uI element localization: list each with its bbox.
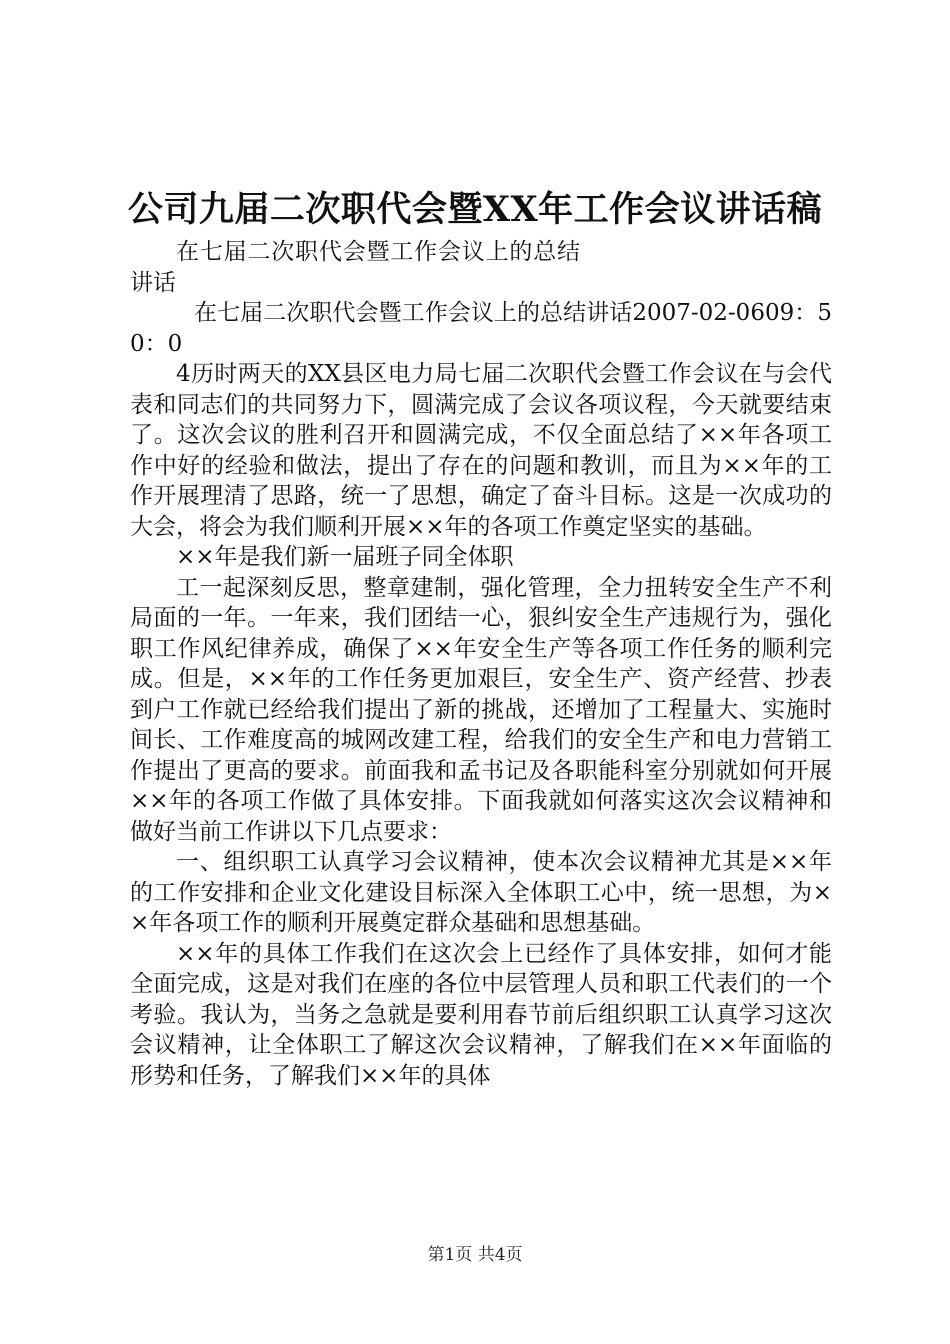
paragraph-year-intro: ××年是我们新一届班子同全体职 — [176, 544, 514, 570]
paragraph-subtitle: 在七届二次职代会暨工作会议上的总结讲话 — [130, 239, 580, 296]
paragraph-date-line: 在七届二次职代会暨工作会议上的总结讲话2007-02-0609：50：0 — [130, 300, 832, 357]
paragraph-opening: 4历时两天的XX县区电力局七届二次职代会暨工作会议在与会代表和同志们的共同努力下，圆满完成了会议各项议程，今天就要结束了。这次会议的胜利召开和圆满完成，不仅全面总结了××年各项工作中好的经验和做法，提出了存在的问题和教训，而且为××年的工作开展理清了思路，统一了思想，确定了奋斗目标。这是一次成功的大会，将会为我们顺利开展××年的各项工作奠定坚实的基础。 — [130, 361, 832, 540]
paragraph-point-one: 一、组织职工认真学习会议精神，使本次会议精神尤其是××年的工作安排和企业文化建设目标深入全体职工心中，统一思想，为××年各项工作的顺利开展奠定群众基础和思想基础。 — [130, 849, 832, 936]
document-body — [130, 237, 832, 1091]
paragraph-work-arrangement: ××年的具体工作我们在这次会上已经作了具体安排，如何才能全面完成，这是对我们在座的各位中层管理人员和职工代表们的一个考验。我认为，当务之急就是要利用春节前后组织职工认真学习这次会议精神，让全体职工了解这次会议精神，了解我们在××年面临的形势和任务，了解我们××年的具体 — [130, 940, 832, 1089]
document-title: 公司九届二次职代会暨XX年工作会议讲话稿 — [127, 189, 823, 230]
page-indicator: 第1页 共4页 — [427, 1245, 523, 1265]
paragraph-year-review: 工一起深刻反思，整章建制，强化管理，全力扭转安全生产不利局面的一年。一年来，我们团结一心，狠纠安全生产违规行为，强化职工作风纪律养成，确保了××年安全生产等各项工作任务的顺利完成。但是，××年的工作任务更加艰巨，安全生产、资产经营、抄表到户工作就已经给我们提出了新的挑战，还增加了工程量大、实施时间长、工作难度高的城网改建工程，给我们的安全生产和电力营销工作提出了更高的要求。前面我和孟书记及各职能科室分别就如何开展××年的各项工作做了具体安排。下面我就如何落实这次会议精神和做好当前工作讲以下几点要求： — [130, 574, 832, 845]
